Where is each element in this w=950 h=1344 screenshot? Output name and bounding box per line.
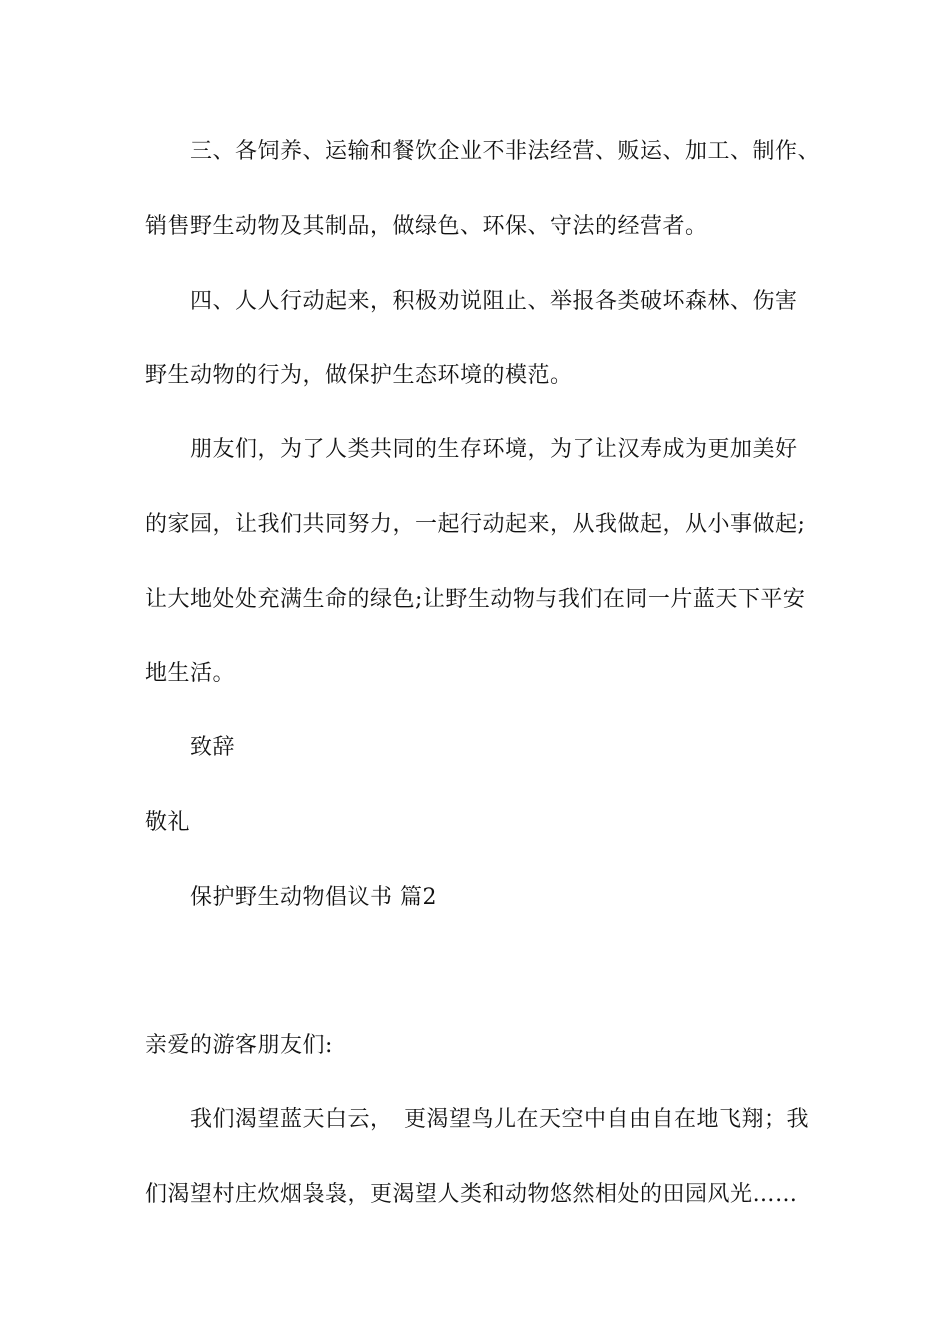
paragraph-line: 朋友们，为了人类共同的生存环境，为了让汉寿成为更加美好 <box>190 437 798 462</box>
paragraph-line: 三、各饲养、运输和餐饮企业不非法经营、贩运、加工、制作、 <box>190 139 821 164</box>
closing-line: 致辞 <box>190 735 236 760</box>
paragraph-line: 让大地处处充满生命的绿色;让野生动物与我们在同一片蓝天下平安 <box>145 587 806 612</box>
paragraph-line: 的家园，让我们共同努力，一起行动起来，从我做起，从小事做起; <box>145 512 806 537</box>
paragraph-line: 销售野生动物及其制品，做绿色、环保、守法的经营者。 <box>145 214 708 239</box>
salutation-line: 敬礼 <box>145 810 191 835</box>
section-title: 保护野生动物倡议书 篇2 <box>190 885 437 910</box>
paragraph-line: 四、人人行动起来，积极劝说阻止、举报各类破坏森林、伤害 <box>190 289 798 314</box>
greeting-line: 亲爱的游客朋友们: <box>145 1033 333 1058</box>
paragraph-line: 地生活。 <box>145 661 236 686</box>
paragraph-line: 我们渴望蓝天白云， 更渴望鸟儿在天空中自由自在地飞翔；我 <box>190 1107 810 1132</box>
paragraph-line: 们渴望村庄炊烟袅袅，更渴望人类和动物悠然相处的田园风光…… <box>145 1182 798 1207</box>
paragraph-line: 野生动物的行为，做保护生态环境的模范。 <box>145 363 573 388</box>
